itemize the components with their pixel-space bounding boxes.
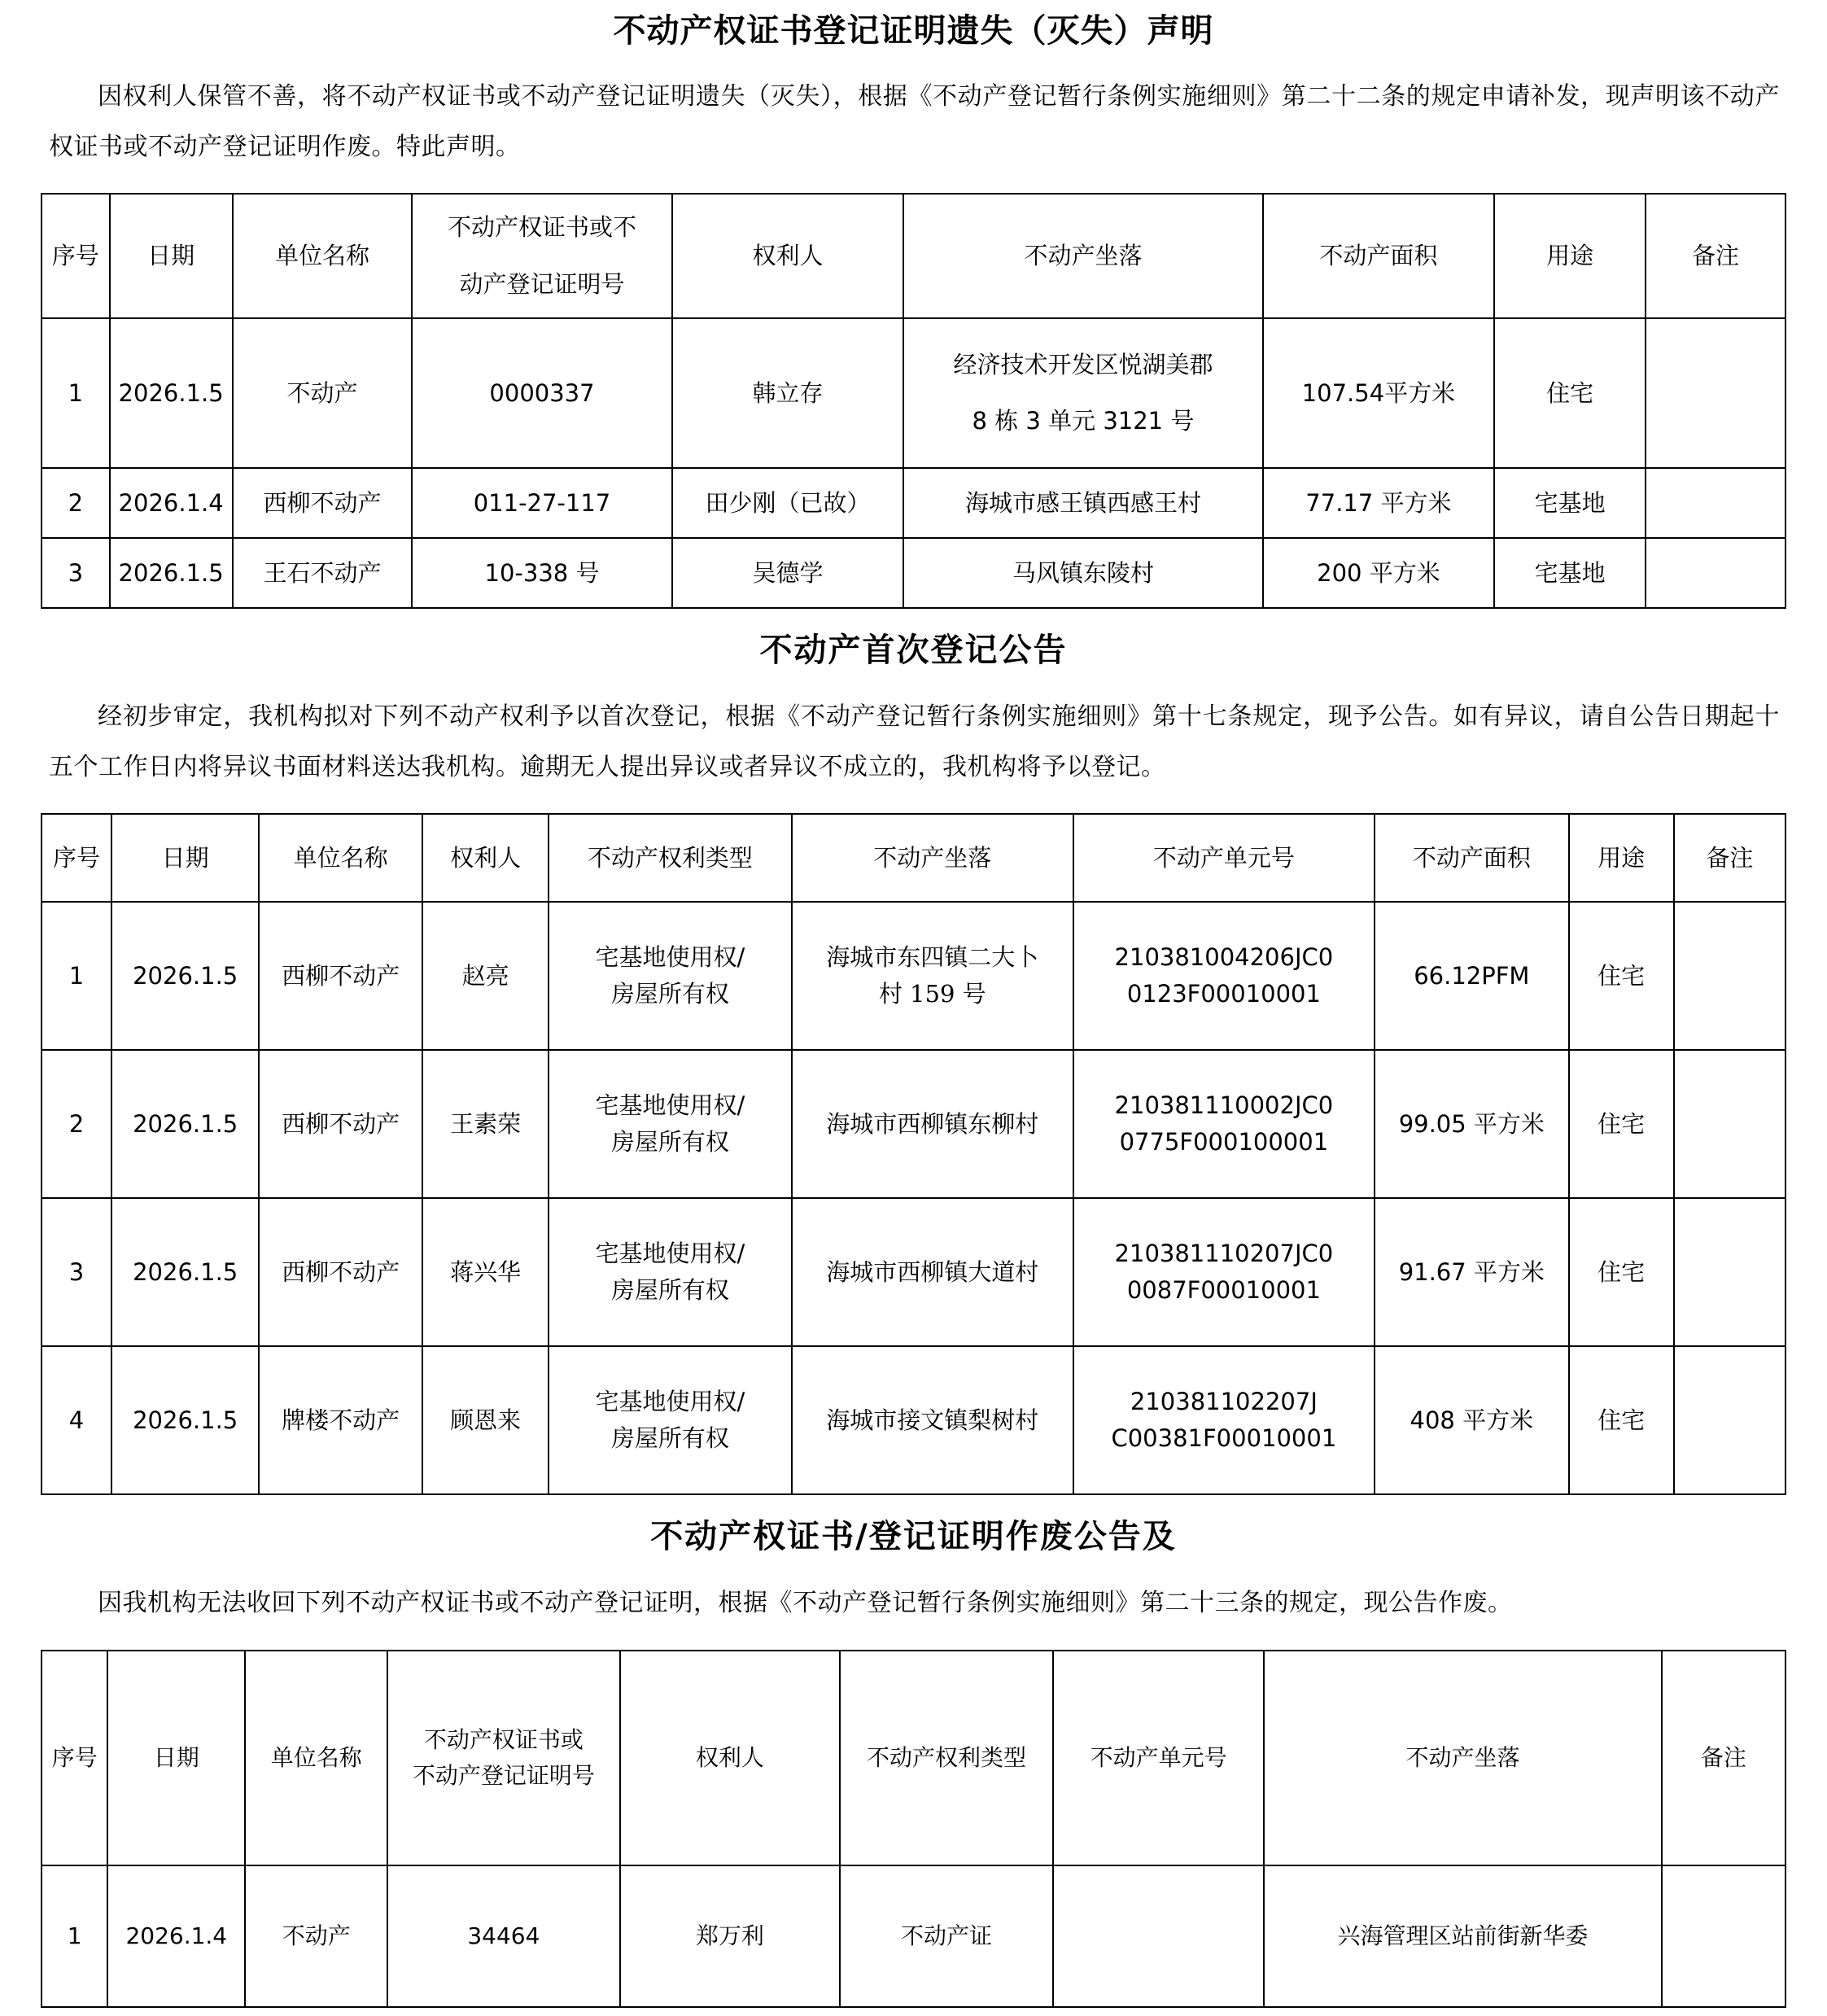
col-remark: 备注 [1646,194,1785,318]
cell-location [792,902,1073,1050]
cell-right-type-line2: 房屋所有权 [610,1276,729,1305]
cell-unit-no-line2: 0775F000100001 [1119,1128,1329,1157]
cell-area: 66.12PFM [1375,902,1569,1050]
cell-remark [1674,1198,1785,1346]
cell-owner: 吴德学 [672,538,904,608]
cell-area: 107.54平方米 [1263,318,1495,468]
section2-title: 不动产首次登记公告 [759,631,1068,670]
col-unit: 单位名称 [259,814,422,902]
col-owner: 权利人 [620,1651,841,1865]
cell-index: 3 [42,538,110,608]
col-cert-no-line1: 不动产权证书或不 [447,213,636,241]
col-use: 用途 [1569,814,1674,902]
lost-declaration-table [41,193,1786,609]
table-row [42,1050,1785,1198]
cell-location [903,318,1262,468]
table-row [42,902,1785,1050]
col-cert-no [387,1651,619,1865]
table-row [42,1346,1785,1494]
cell-index: 1 [42,1865,107,2007]
cell-remark [1646,538,1785,608]
col-right-type: 不动产权利类型 [549,814,791,902]
cell-right-type [549,902,791,1050]
col-index: 序号 [42,814,111,902]
col-location: 不动产坐落 [1264,1651,1661,1865]
cell-right-type [549,1346,791,1494]
page-title: 不动产权证书登记证明遗失（灭失）声明 [613,12,1214,50]
first-registration-table [41,813,1786,1495]
table-header-row [42,1651,1785,1865]
cell-use: 住宅 [1494,318,1646,468]
col-date: 日期 [110,194,233,318]
cell-index: 2 [42,1050,111,1198]
cell-index: 1 [42,318,110,468]
cell-location: 海城市接文镇梨树村 [792,1346,1073,1494]
cell-unit-no [1073,1198,1375,1346]
cell-location: 马风镇东陵村 [903,538,1262,608]
cell-cert-no: 10-338 号 [412,538,671,608]
section2-paragraph: 经初步审定，我机构拟对下列不动产权利予以首次登记，根据《不动产登记暂行条例实施细则》第十七条规定，现予公告。如有异议，请自公告日期起十五个工作日内将异议书面材料送达我机构。逾期无人提出异议或者异议不成立的，我机构将予以登记。 [49,702,1780,781]
cell-remark [1674,1050,1785,1198]
cell-unit: 不动产 [245,1865,387,2007]
cell-use: 住宅 [1569,1050,1674,1198]
cell-unit-no [1073,1346,1375,1494]
cell-unit: 不动产 [233,318,413,468]
col-area: 不动产面积 [1263,194,1495,318]
cell-area: 99.05 平方米 [1375,1050,1569,1198]
cell-date: 2026.1.5 [110,318,233,468]
cell-unit: 西柳不动产 [233,468,413,538]
cell-location: 兴海管理区站前街新华委 [1264,1865,1661,2007]
cell-index: 1 [42,902,111,1050]
cell-unit-no-line1: 210381102207J [1130,1388,1318,1416]
cell-date: 2026.1.5 [111,1346,259,1494]
cell-use: 住宅 [1569,902,1674,1050]
cell-location-line1: 经济技术开发区悦湖美郡 [953,350,1213,378]
cell-cert-no: 0000337 [412,318,671,468]
cell-unit-no [1073,1050,1375,1198]
cell-unit: 西柳不动产 [259,1198,422,1346]
cell-area: 200 平方米 [1263,538,1495,608]
table-row [42,468,1785,538]
section3-paragraph: 因我机构无法收回下列不动产权证书或不动产登记证明，根据《不动产登记暂行条例实施细则》第二十三条的规定，现公告作废。 [98,1589,1513,1618]
cell-date: 2026.1.5 [110,538,233,608]
cell-unit-no-line2: 0087F00010001 [1126,1276,1321,1305]
cell-unit: 王石不动产 [233,538,413,608]
cell-unit: 牌楼不动产 [259,1346,422,1494]
cell-unit-no [1053,1865,1264,2007]
cell-owner: 郑万利 [620,1865,841,2007]
table-row [42,1865,1785,2007]
col-unit-no: 不动产单元号 [1073,814,1375,902]
cell-date: 2026.1.4 [110,468,233,538]
cell-right-type-line2: 房屋所有权 [610,980,729,1008]
cell-owner: 顾恩来 [422,1346,549,1494]
cell-unit-no-line1: 210381110002JC0 [1114,1091,1334,1120]
document-page [0,11,1827,2008]
cell-area: 91.67 平方米 [1375,1198,1569,1346]
col-location: 不动产坐落 [903,194,1262,318]
cell-right-type: 不动产证 [840,1865,1053,2007]
cell-location: 海城市西柳镇大道村 [792,1198,1073,1346]
cell-area: 408 平方米 [1375,1346,1569,1494]
void-announcement-table [41,1650,1786,2008]
col-use: 用途 [1494,194,1646,318]
cell-date: 2026.1.4 [107,1865,245,2007]
cell-cert-no: 011-27-117 [412,468,671,538]
cell-use: 宅基地 [1494,468,1646,538]
col-owner: 权利人 [672,194,904,318]
table-row [42,318,1785,468]
cell-unit-no-line2: C00381F00010001 [1111,1424,1337,1453]
col-cert-no-line2: 不动产登记证明号 [412,1761,595,1789]
cell-location-line2: 8 栋 3 单元 3121 号 [972,407,1195,435]
col-location: 不动产坐落 [792,814,1073,902]
cell-index: 3 [42,1198,111,1346]
cell-location-line1: 海城市东四镇二大卜 [826,943,1039,972]
cell-date: 2026.1.5 [111,1050,259,1198]
table-row [42,538,1785,608]
table-header-row [42,814,1785,902]
col-remark: 备注 [1662,1651,1785,1865]
cell-location: 海城市感王镇西感王村 [903,468,1262,538]
cell-unit: 西柳不动产 [259,902,422,1050]
col-index: 序号 [42,1651,107,1865]
col-index: 序号 [42,194,110,318]
cell-right-type-line1: 宅基地使用权/ [595,1091,745,1120]
cell-unit-no-line1: 210381110207JC0 [1114,1240,1334,1268]
cell-remark [1662,1865,1785,2007]
cell-remark [1646,318,1785,468]
cell-right-type-line1: 宅基地使用权/ [595,1240,745,1268]
cell-remark [1674,902,1785,1050]
col-date: 日期 [111,814,259,902]
table-header-row [42,194,1785,318]
col-remark: 备注 [1674,814,1785,902]
cell-use: 宅基地 [1494,538,1646,608]
cell-right-type-line1: 宅基地使用权/ [595,1388,745,1416]
cell-use: 住宅 [1569,1346,1674,1494]
cell-right-type [549,1050,791,1198]
cell-index: 4 [42,1346,111,1494]
cell-remark [1646,468,1785,538]
cell-owner: 王素荣 [422,1050,549,1198]
cell-owner: 韩立存 [672,318,904,468]
cell-owner: 蒋兴华 [422,1198,549,1346]
cell-right-type [549,1198,791,1346]
section3-title: 不动产权证书/登记证明作废公告及 [650,1518,1177,1556]
col-date: 日期 [107,1651,245,1865]
cell-right-type-line2: 房屋所有权 [610,1424,729,1453]
cell-unit: 西柳不动产 [259,1050,422,1198]
cell-right-type-line2: 房屋所有权 [610,1128,729,1157]
section1-paragraph: 因权利人保管不善，将不动产权证书或不动产登记证明遗失（灭失），根据《不动产登记暂行条例实施细则》第二十二条的规定申请补发，现声明该不动产权证书或不动产登记证明作废。特此声明。 [49,82,1780,161]
col-cert-no-line1: 不动产权证书或 [423,1726,584,1754]
col-area: 不动产面积 [1375,814,1569,902]
col-unit: 单位名称 [245,1651,387,1865]
cell-use: 住宅 [1569,1198,1674,1346]
cell-unit-no [1073,902,1375,1050]
cell-index: 2 [42,468,110,538]
cell-cert-no: 34464 [387,1865,619,2007]
col-cert-no-line2: 动产登记证明号 [459,269,625,298]
cell-location-line2: 村 159 号 [878,980,986,1008]
cell-remark [1674,1346,1785,1494]
cell-location: 海城市西柳镇东柳村 [792,1050,1073,1198]
cell-right-type-line1: 宅基地使用权/ [595,943,745,972]
cell-unit-no-line1: 210381004206JC0 [1114,943,1334,972]
cell-unit-no-line2: 0123F00010001 [1126,980,1321,1008]
col-unit: 单位名称 [233,194,413,318]
cell-owner: 赵亮 [422,902,549,1050]
table-row [42,1198,1785,1346]
cell-date: 2026.1.5 [111,902,259,1050]
cell-area: 77.17 平方米 [1263,468,1495,538]
col-cert-no [412,194,671,318]
col-right-type: 不动产权利类型 [840,1651,1053,1865]
cell-date: 2026.1.5 [111,1198,259,1346]
col-unit-no: 不动产单元号 [1053,1651,1264,1865]
cell-owner: 田少刚（已故） [672,468,904,538]
col-owner: 权利人 [422,814,549,902]
